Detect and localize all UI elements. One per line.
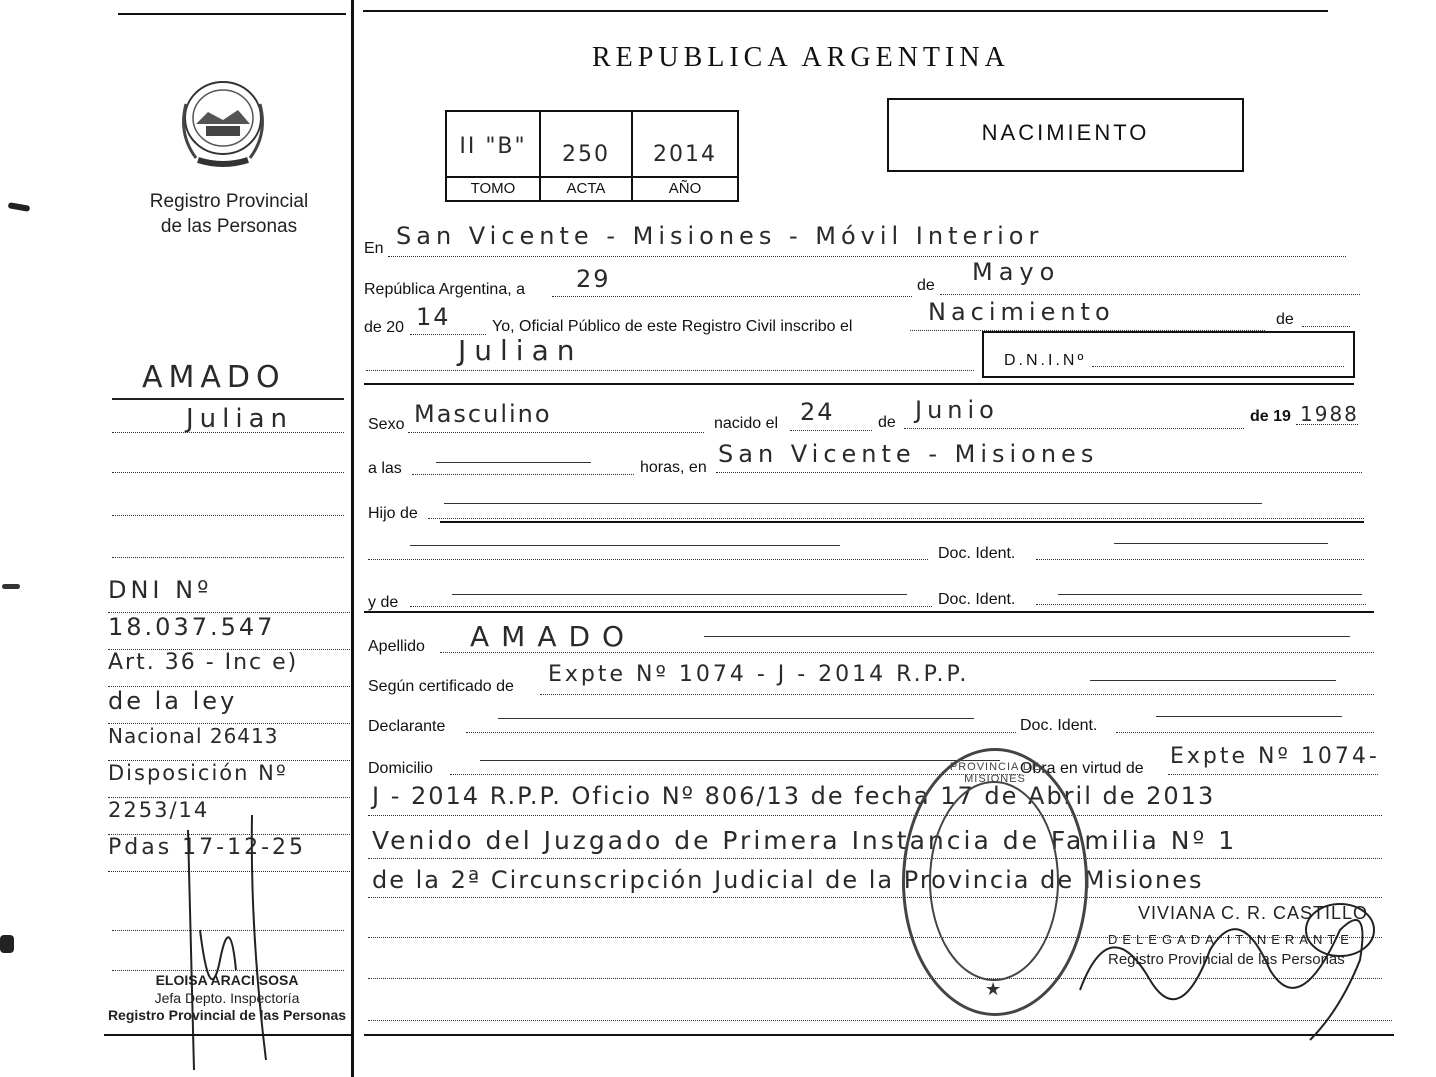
birth-month-value: Junio: [915, 396, 999, 424]
sidebar-dotted-line: [112, 515, 344, 516]
hijo-underline: [440, 521, 1364, 523]
top-rule-right: [363, 10, 1328, 12]
declarante-label: Declarante: [368, 718, 446, 735]
place-line: [388, 256, 1346, 257]
alas-dash: [436, 462, 591, 463]
annotation-line: 18.037.547: [108, 613, 350, 650]
province-seal-icon: [176, 74, 270, 168]
apellido-line: [440, 652, 1374, 653]
anio-value: 2014: [653, 142, 717, 167]
doc-ident-label-2: Doc. Ident.: [938, 591, 1016, 608]
registry-name: [120, 189, 338, 239]
dni-label: D.N.I.Nº: [1004, 352, 1087, 369]
nacido-label: nacido el: [714, 415, 779, 432]
birth-year-line: [1296, 424, 1358, 425]
hijo-dash: [444, 503, 1262, 504]
alas-label: a las: [368, 460, 402, 477]
sidebar-bottom-rule: [104, 1034, 352, 1036]
yde-dash: [452, 594, 907, 595]
note-line-3: de la 2ª Circunscripción Judicial de la Provincia de Misiones: [372, 866, 1204, 894]
stamp-text: PROVINCIA DE MISIONES: [949, 761, 1041, 785]
de2-line: [1302, 326, 1350, 327]
star-icon: ★: [985, 979, 1002, 999]
segun-line: [540, 694, 1374, 695]
hijo-line-2: [368, 559, 928, 560]
official-org: Registro Provincial de las Personas: [107, 1007, 347, 1023]
anio-label: AÑO: [668, 180, 702, 197]
act-type-value: Nacimiento: [928, 298, 1115, 326]
official-signature-block: [96, 972, 358, 1023]
birth-place-value: San Vicente - Misiones: [718, 440, 1099, 468]
sidebar-dotted-line: [112, 557, 344, 558]
obra-value: Expte Nº 1074-: [1170, 744, 1380, 769]
dni-box: [982, 331, 1355, 378]
doc-ident-label-3: Doc. Ident.: [1020, 717, 1098, 734]
child-name-line: [366, 370, 974, 371]
section-rule-2: [364, 611, 1374, 613]
sidebar-given-name: Julian: [186, 404, 294, 434]
apellido-value: AMADO: [470, 620, 637, 653]
annotation-line: Pdas 17-12-25: [108, 835, 350, 872]
note-line-2: Venido del Juzgado de Primera Instancia de Familia Nº 1: [372, 826, 1238, 855]
doc-ident-dash-2: [1058, 594, 1362, 595]
year-suffix-value: 14: [416, 303, 451, 331]
annotation-line: Art. 36 - Inc e): [108, 650, 350, 687]
scan-mark: [0, 935, 14, 953]
declarante-dash: [498, 718, 974, 719]
note-dotted-line: [368, 815, 1382, 816]
sexo-value: Masculino: [414, 400, 552, 428]
apellido-label: Apellido: [368, 638, 425, 655]
scan-mark: [8, 202, 31, 212]
birth-place-line: [716, 472, 1362, 473]
annotation-line: DNI Nº: [108, 576, 350, 613]
horas-label: horas, en: [640, 459, 707, 476]
doc-ident-line-3: [1116, 732, 1374, 733]
domicilio-label: Domicilio: [368, 760, 433, 777]
child-name-value: Julian: [458, 334, 583, 367]
official-stamp-inner: [929, 781, 1059, 981]
country-title: REPUBLICA ARGENTINA: [592, 42, 1010, 73]
dni-line: [1092, 366, 1344, 367]
day-line: [552, 296, 912, 297]
note-dotted-line: [368, 858, 1382, 859]
tomo-label: TOMO: [470, 180, 516, 197]
sidebar-signature-icon: [180, 810, 270, 1070]
birth-year-value: 1988: [1300, 402, 1359, 426]
column-divider: [351, 0, 354, 1077]
doc-ident-dash-3: [1156, 716, 1342, 717]
birth-day-line: [790, 430, 872, 431]
annotation-line: de la ley: [108, 687, 350, 724]
domicilio-dash: [480, 760, 1000, 761]
delegate-org: Registro Provincial de las Personas: [1108, 951, 1345, 968]
sidebar-dotted-line: [112, 432, 344, 433]
alas-line: [412, 474, 634, 475]
hijo-line: [428, 518, 1364, 519]
inscribo-label: Yo, Oficial Público de este Registro Civil inscribo el: [492, 318, 853, 335]
sidebar-dotted-line: [112, 472, 344, 473]
de20-label: de 20: [364, 319, 405, 336]
segun-dash: [1090, 680, 1336, 681]
doc-ident-dash-1: [1114, 543, 1328, 544]
official-name: ELOISA ARACI SOSA: [155, 972, 299, 988]
sidebar-surname: AMADO: [142, 360, 286, 395]
declarante-line: [466, 732, 1016, 733]
scan-mark: [2, 584, 20, 589]
registry-line-2: de las Personas: [160, 216, 298, 237]
place-value: San Vicente - Misiones - Móvil Interior: [396, 222, 1044, 250]
hijo-label: Hijo de: [368, 505, 418, 522]
registry-line-1: Registro Provincial: [149, 191, 309, 212]
sidebar-surname-line: [112, 398, 344, 400]
doc-ident-line-1: [1036, 559, 1364, 560]
official-stamp: [902, 748, 1088, 1016]
apellido-dash: [704, 636, 1350, 637]
official-title: Jefa Depto. Inspectoría: [154, 990, 300, 1006]
segun-value: Expte Nº 1074 - J - 2014 R.P.P.: [548, 662, 970, 687]
sexo-line: [408, 432, 704, 433]
annotation-line: Nacional 26413: [108, 724, 350, 761]
obra-line: [1168, 774, 1378, 775]
annotation-line: 2253/14: [108, 798, 350, 835]
acta-value: 250: [562, 142, 610, 167]
birth-day-value: 24: [800, 398, 835, 426]
tomo-value: II "B": [459, 134, 527, 159]
segun-label: Según certificado de: [368, 678, 514, 695]
de19-label: de 19: [1250, 408, 1291, 425]
doc-ident-label-1: Doc. Ident.: [938, 545, 1016, 562]
delegate-name: VIVIANA C. R. CASTILLO: [1137, 903, 1369, 923]
month-value: Mayo: [972, 258, 1061, 286]
annotation-line: Disposición Nº: [108, 761, 350, 798]
month-line: [940, 294, 1360, 295]
de-label: de: [917, 277, 935, 294]
doc-type: NACIMIENTO: [981, 120, 1150, 145]
section-rule-1: [364, 383, 1354, 385]
obra-label: Obra en virtud de: [1020, 760, 1144, 777]
yde-line: [410, 606, 932, 607]
republica-label: República Argentina, a: [364, 281, 525, 298]
day-value: 29: [576, 265, 611, 293]
en-label: En: [364, 240, 384, 257]
record-table-label-row: [447, 176, 737, 202]
sexo-label: Sexo: [368, 416, 405, 433]
note-line-1: J - 2014 R.P.P. Oficio Nº 806/13 de fecha 17 de Abril de 2013: [372, 782, 1216, 810]
top-rule-left: [118, 13, 346, 15]
acta-label: ACTA: [566, 180, 606, 197]
de-label-2: de: [1276, 311, 1294, 328]
delegate-signature-icon: [1070, 890, 1390, 1050]
doc-type-box: [887, 98, 1244, 172]
doc-ident-line-2: [1036, 604, 1366, 605]
hijo-dash-2: [410, 545, 840, 546]
delegate-title: DELEGADA ITINERANTE: [1108, 932, 1354, 947]
de-label-3: de: [878, 414, 896, 431]
birth-month-line: [904, 428, 1244, 429]
record-table: [445, 110, 739, 202]
yde-label: y de: [368, 594, 399, 611]
